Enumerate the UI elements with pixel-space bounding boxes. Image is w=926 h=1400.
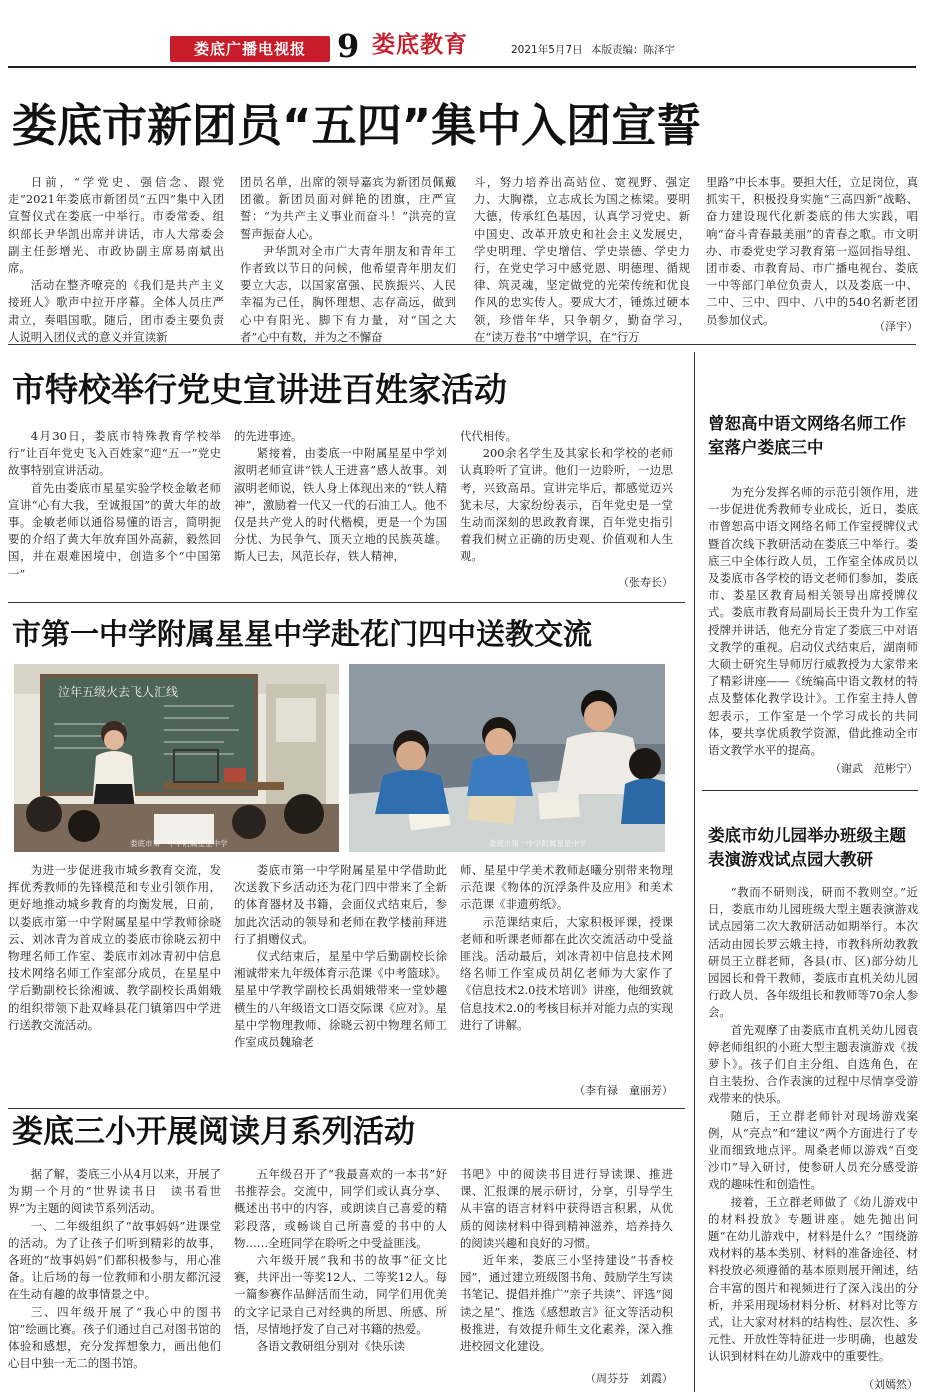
paragraph: 紧接着，由娄底一中附属星星中学刘淑明老师宣讲“铁人王进喜”感人故事。刘淑明老师说，铁人身上体现出来的“铁人精神”，激励着一代又一代的石油工人。他不仅是共产党人的时代楷模，更是一个为国分忧、为民争气、顶天立地的民族英雄。斯人已去，风范长存，铁人精神， [234,446,447,564]
article2-signature: （张寿长） [618,576,673,589]
paragraph: 书吧》中的阅读书目进行导读课、推进课、汇报课的展示研讨，分享，引导学生从丰富的语言材料中获得语言积累，从优质的阅读材料中得到精神滋养，培养持久的阅读兴趣和良好的习惯。 [460,1167,673,1250]
section-title: 娄底教育 [372,32,468,58]
sidebar1-signature: （谢武 范彬宁） [830,762,918,775]
section-divider [8,344,916,345]
paragraph: 随后，王立群老师针对现场游戏案例，从“亮点”和“建议”两个方面进行了专业而细致地点评。周桑老师以游戏“百变沙巾”导入研讨，使参研人员充分感受游戏的趣味性和创造性。 [708,1108,918,1192]
page-editor: 本版责编：陈泽宇 [591,44,675,56]
students-scene-image [349,664,665,852]
blackboard-writing: 泣年五级火去飞人汇线 [58,685,179,699]
paragraph: 活动在整齐嘹亮的《我们是共产主义接班人》歌声中拉开序幕。全体人员庄严肃立，奏唱国歌。随后，团市委主要负责人说明入团仪式的意义并宣读新 [8,278,224,344]
article3-column-2 [234,862,447,1051]
sidebar-divider [694,352,695,1392]
article1-headline: 娄底市新团员“五四”集中入团宣誓 [12,99,702,152]
paragraph: 各语文教研组分别对《快乐读 [256,1339,405,1354]
classroom-scene-image [14,664,339,852]
students-photo [349,664,665,852]
section-divider [8,1108,685,1109]
paragraph: 近年来，娄底三小坚持建设“书香校园”，通过建立班级图书角、鼓励学生写读书笔记、提倡并推广“亲子共读”、评选“阅读之星”、推选《感想敢言》征文等活动积极推进，有效提升师生文化素养，深入推进校园文化建设。 [460,1253,673,1354]
article1-column-4 [706,174,918,329]
paragraph: 里路”中长本事。要担大任，立足岗位，真抓实干，积极投身实施“三高四新”战略、奋力建设现代化新娄底的伟大实践，唱响“奋斗青春最美丽”的青春之歌。市文明办、市委党史学习教育第一巡回指导组、团市委、市教育局、市广播电视台、娄底一中等部门单位负责人，以及娄底一中、二中、三中、四中、八中的540名新老团员参加仪式。 [706,175,918,327]
paragraph: 斗，努力培养出高站位、宽视野、强定力、大胸襟，立志成长为国之栋梁。要明大德，传承红色基因，认真学习党史、新中国史、改革开放史和社会主义发展史，学史明理、学史增信、学史崇德、学史力行，在党史学习中感党恩、明德理、循规律、筑灵魂，坚定做党的光荣传统和优良作风的忠实传人。要成大才，锤炼过硬本领，珍惜年华，只争朝夕，勤奋学习，在“读万卷书”中增学识，在“行万 [474,175,690,344]
paragraph: 六年级开展“我和书的故事”征文比赛，共评出一等奖12人、二等奖12人。每一篇参赛作品鲜活而生动，同学们用优美的文字记录自己对经典的所思、所感、所悟，尽情地抒发了自己对书籍的热爱。 [234,1253,447,1336]
photo-watermark: 娄底市第一中学附属星星中学 [489,839,587,848]
paragraph: 娄底市第一中学附属星星中学借助此次送教下乡活动还为花门四中带来了全新的体育器材及书籍，会面仪式结束后，参加此次活动的领导和老师在教学楼前拜进行了捐赠仪式。 [234,863,447,946]
paragraph: 仪式结束后，星星中学后勤副校长徐湘诚带来九年级体育示范课《中考篮球》。星星中学教学副校长禹娟娥带来一堂妙趣横生的八年级语文口语交际课《应对》。星星中学物理教师、徐晓云初中物理名师工作室成员魏瑜老 [234,949,447,1050]
paragraph: 据了解，娄底三小从4月以来，开展了为期一个月的“世界读书日 读书看世界”为主题的阅读节系列活动。 [8,1167,221,1216]
masthead-rule [8,66,916,68]
article3-column-1 [8,862,221,1034]
paragraph: 五年级召开了“我最喜欢的一本书”好书推荐会。交流中，同学们或认真分享、概述出书中的内容，或朗读自己喜爱的精彩段落，或畅谈自己所喜爱的书中的人物……全班同学在聆听之中受益匪浅。 [234,1167,447,1250]
page-number: 9 [337,27,360,65]
paragraph: 一、二年级组织了“故事妈妈”进课堂的活动。为了让孩子们听到精彩的故事，各班的“故事妈妈”们都积极参与，用心准备。让后场的每一位教师和小朋友都沉浸在生动有趣的故事情景之中。 [8,1218,221,1302]
paragraph: 的先进事迹。 [234,429,303,443]
article2-column-2 [234,428,447,566]
article4-signature: （周芬芬 刘霞） [585,1372,673,1385]
article1-column-2 [240,174,456,346]
article1-signature: （泽宇） [874,320,918,333]
sidebar2-body [708,884,918,1366]
paragraph: 4月30日，娄底市特殊教育学校举行“让百年党史飞入百姓家”迎“五一”党史故事特别宣讲活动。 [8,429,221,478]
article1-column-3 [474,174,690,346]
paragraph: 接着，王立群老师做了《幼儿游戏中的材料投放》专题讲座。她先抛出问题“在幼儿游戏中，材料是什么？”围绕游戏材料的基本类别、材料的准备途径、材料投放必须遵循的基本原则展开阐述，结合丰富的图片和视频进行了深入浅出的分析，并采用现场材料分析、材料对比等方式，让大家对材料的结构性、层次性、多元性、开放性等特征进一步明确，也越发认识到材料在幼儿游戏中的重要性。 [708,1194,918,1364]
paragraph: 首先观摩了由娄底市直机关幼儿园袁婷老师组织的小班大型主题表演游戏《拔萝卜》。孩子们自主分组、自选角色，在自主装扮、合作表演的过程中尽情享受游戏带来的快乐。 [708,1022,918,1106]
sidebar1-body [708,484,918,759]
article4-column-3 [460,1166,673,1355]
article3-headline: 市第一中学附属星星中学赴花门四中送教交流 [12,617,593,651]
article4-column-2 [234,1166,447,1355]
newspaper-logo: 娄底广播电视报 [170,36,330,62]
sidebar2-signature: （刘嫣然） [863,1378,918,1391]
sidebar2-headline: 娄底市幼儿园举办班级主题表演游戏试点园大教研 [708,826,906,869]
paragraph: 200余名学生及其家长和学校的老师认真聆听了宣讲。他们一边聆听，一边思考，兴致高昂。宣讲完毕后，都感觉迈兴犹未尽，大家纷纷表示，百年党史是一堂生动而深刻的思政教育课，百年党史指引着我们树立正确的历史观、价值观和人生观。 [460,446,673,564]
classroom-photo [14,664,339,852]
article4-headline: 娄底三小开展阅读月系列活动 [12,1114,415,1150]
paragraph: 尹华凯对全市广大青年朋友和青年工作者致以节日的问候，他希望青年朋友们要立大志，以国家富强、民族振兴、人民幸福为己任，胸怀理想、志存高远，做到心中有阳光、脚下有力量，对“国之大者”心中有数，并为之不懈奋 [240,243,456,344]
paragraph: 三、四年级开展了“我心中的图书馆”绘画比赛。孩子们通过自己对图书馆的体验和感想，充分发挥想象力，画出他们心目中独一无二的图书馆。 [8,1304,221,1371]
sidebar1-headline: 曾恕高中语文网络名师工作室落户娄底三中 [708,414,906,457]
paragraph: 日前，“学党史、强信念、跟党走”2021年娄底市新团员“五四”集中入团宣誓仪式在娄底一中举行。市委常委、组织部长尹华凯出席并讲话，市人大常委会副主任彭增光、市政协副主席易南斌出席。 [8,175,224,276]
paragraph: 首先由娄底市星星实验学校金敏老师宣讲“心有大我，至诚报国”的黄大年的故事。金敏老师以通俗易懂的语言，简明扼要的介绍了黄大年放弃国外高薪，毅然回国，并在艰难困境中，创造多个“中国第一” [8,480,221,581]
article2-column-1 [8,428,221,583]
article1-column-1 [8,174,224,346]
article2-headline: 市特校举行党史宣讲进百姓家活动 [12,370,507,409]
paragraph: 团员名单，出席的领导嘉宾为新团员佩戴团徽。新团员面对鲜艳的团旗，庄严宣誓：“为共产主义事业而奋斗！”洪亮的宣誓声振奋人心。 [240,175,456,241]
section-divider [8,602,685,603]
photo-watermark: 娄底市第一中学附属星星中学 [130,839,228,848]
paragraph: 代代相传。 [460,429,517,443]
paragraph: 师、星星中学美术教师赵曦分别带来物理示范课《物体的沉浮条件及应用》和美术示范课《非遗剪纸》。 [460,863,673,912]
paragraph: “教而不研则浅，研而不教则空。”近日，娄底市幼儿园班级大型主题表演游戏试点园第二次大教研活动如期举行。本次活动由园长罗云娥主持，市教科所幼教教研员王立群老师，各县(市、区)部分幼儿园园长和骨干教师，娄底市直机关幼儿园行政人员、各年级组长和教师等70余人参会。 [708,885,918,1020]
paragraph: 示范课结束后，大家积极评课，授课老师和听课老师都在此次交流活动中受益匪浅。活动最后，刘冰青初中信息技术网络名师工作室成员胡亿老师为大家作了《信息技术2.0技术培训》讲座，他细致就信息技术2.0的考核目标并对能力点的实现进行了讲解。 [460,914,673,1032]
article3-column-3 [460,862,673,1034]
article2-column-3 [460,428,673,566]
issue-date: 2021年5月7日 [511,44,583,56]
article3-signature: （李有禄 童丽芳） [574,1084,673,1097]
paragraph: 为充分发挥名师的示范引领作用，进一步促进优秀教师专业成长，近日，娄底市曾恕高中语文网络名师工作室授牌仪式暨首次线下教研活动在娄底三中举行。娄底三中全体行政人员，工作室全体成员以及娄底市各学校的语文老师们参加，娄底市、娄星区教育局相关领导出席授牌仪式。娄底市教育局副局长王贵升为工作室授牌并讲话，他充分肯定了娄底三中对语文教学的重视。启动仪式结束后，湖南师大硕士研究生导师厉行威教授为大家带来了精彩讲座——《统编高中语文教材的特点及整体化教学设计》。工作室主持人曾恕表示，工作室是一个学习成长的共同体，要共享优质教学资源，借此推动全市语文教学水平的提高。 [708,485,918,758]
sidebar-rule [702,790,918,791]
paragraph: 为进一步促进我市城乡教育交流，发挥优秀教师的先锋模范和专业引领作用，更好地推动城乡教育的均衡发展，日前，以娄底市第一中学附属星星中学教师徐晓云、刘冰青为首成立的娄底市徐晓云初中物理名师工作室、娄底市刘冰青初中信息技术网络名师工作室部分成员，在星星中学后勤副校长徐湘诚、教学副校长禹娟娥的组织带领下赴双峰县花门镇第四中学进行送教交流活动。 [8,863,221,1032]
article4-column-1 [8,1166,221,1372]
